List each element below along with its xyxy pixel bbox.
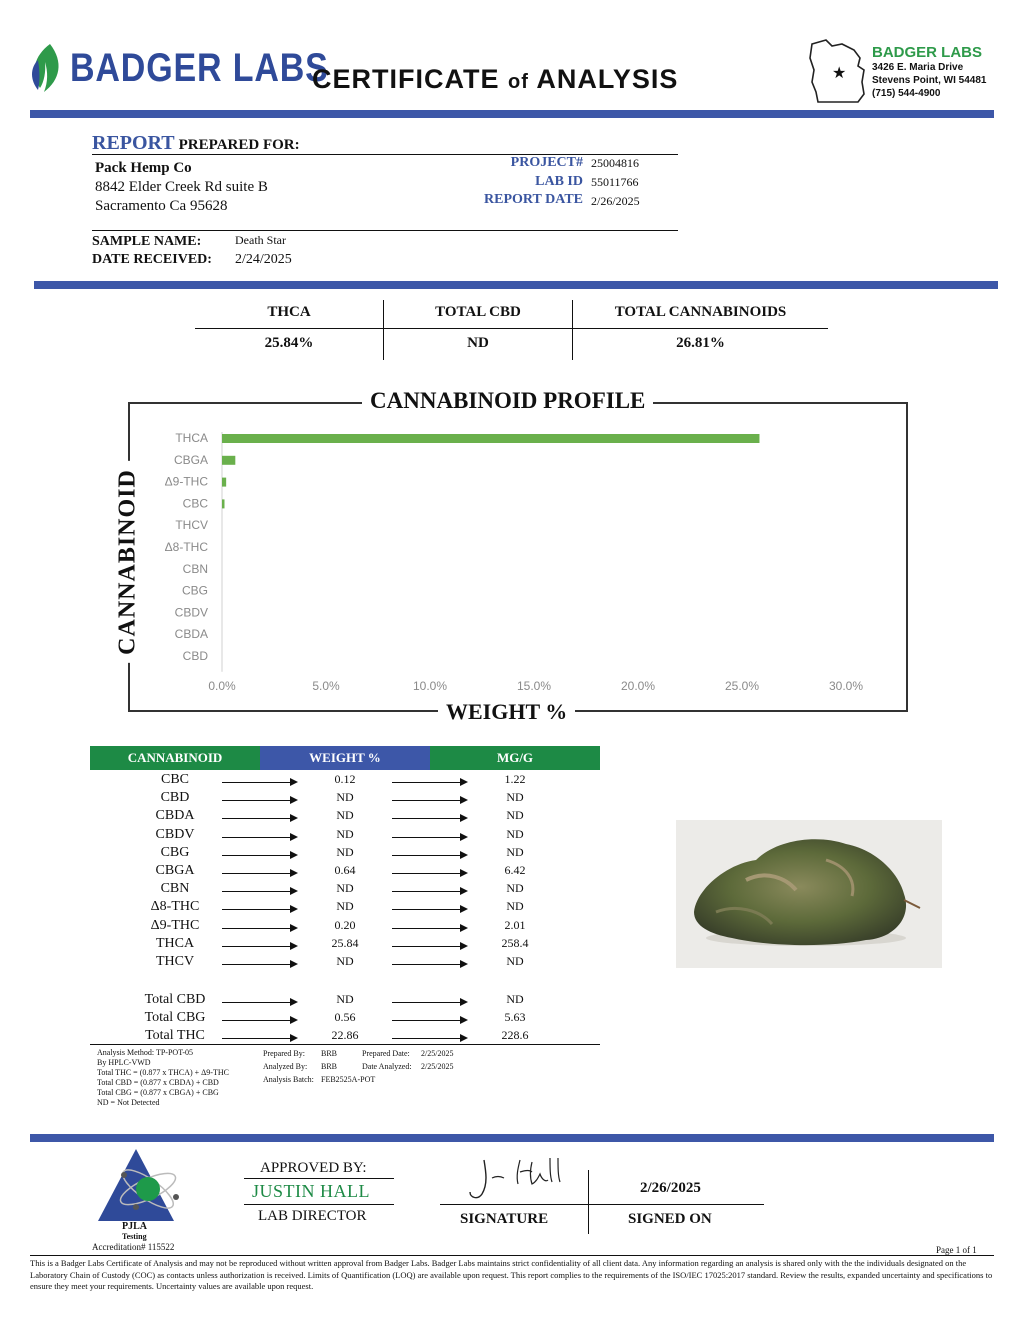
accreditation-number: Accreditation# 115522 xyxy=(92,1242,175,1252)
row-arrow-icon xyxy=(222,964,296,965)
method-notes xyxy=(97,1048,229,1108)
cannabinoid-name: THCA xyxy=(155,935,195,951)
cannabinoid-profile-chart xyxy=(128,402,908,712)
company-logo xyxy=(28,42,329,94)
batch-info xyxy=(263,1049,563,1089)
chart-ylabel: CANNABINOID xyxy=(115,461,142,663)
cannabinoid-name: Total CBG xyxy=(144,1010,206,1026)
weight-value: 0.12 xyxy=(334,772,356,786)
mg-per-g-value: ND xyxy=(506,790,524,805)
approved-by-rule xyxy=(244,1178,394,1179)
row-arrow-icon xyxy=(222,1038,296,1039)
weight-value: ND xyxy=(336,954,354,968)
summary-value-thca: 25.84% xyxy=(264,335,314,351)
chart-category-label: CBD xyxy=(182,649,208,663)
mg-per-g-value: 258.4 xyxy=(501,935,529,950)
cannabinoid-name: CBD xyxy=(160,790,190,806)
cannabinoid-name: Δ8-THC xyxy=(150,899,200,915)
signature-label: SIGNATURE xyxy=(460,1211,549,1227)
chart-category-label: CBN xyxy=(182,561,208,576)
report-date-value: 2/26/2025 xyxy=(591,194,640,208)
prepared-date-value: 2/25/2025 xyxy=(421,1049,454,1058)
chart-category-label: Δ8-THC xyxy=(164,540,208,554)
prepared-date-label: Prepared Date: xyxy=(362,1049,410,1058)
row-arrow-icon xyxy=(392,837,466,838)
chart-bar xyxy=(222,499,224,508)
client-address-line1: 8842 Elder Creek Rd suite B xyxy=(95,179,268,195)
pjla-accreditation-icon xyxy=(96,1145,192,1225)
summary-value-total-cbd: ND xyxy=(467,335,489,351)
mg-per-g-value: ND xyxy=(506,954,524,968)
pjla-label: PJLA xyxy=(122,1221,147,1232)
analyzed-by-value: BRB xyxy=(321,1062,338,1071)
prepared-by-label: Prepared By: xyxy=(263,1049,305,1058)
chart-x-tick-label: 0.0% xyxy=(208,679,236,693)
report-word: REPORT xyxy=(92,132,175,154)
mg-per-g-value: ND xyxy=(506,992,524,1006)
method-note: Total CBG = (0.877 x CBGA) + CBG xyxy=(97,1088,219,1097)
footer-divider xyxy=(30,1134,994,1142)
report-divider xyxy=(34,281,998,289)
title-of: of xyxy=(508,71,529,93)
report-date-label: REPORT DATE xyxy=(484,192,583,207)
summary-header-total-cbd: TOTAL CBD xyxy=(435,304,521,320)
mg-per-g-value: 228.6 xyxy=(501,1028,529,1043)
chart-category-label: CBG xyxy=(181,583,208,598)
project-label: PROJECT# xyxy=(510,155,583,170)
report-heading xyxy=(92,132,300,155)
chart-x-tick-label: 10.0% xyxy=(412,679,448,693)
chart-xlabel: WEIGHT % xyxy=(438,699,575,725)
cannabinoid-name: THCV xyxy=(155,954,195,969)
director-signature-image xyxy=(462,1154,572,1204)
cannabinoid-name: CBC xyxy=(160,772,189,787)
project-value: 25004816 xyxy=(591,156,639,170)
row-arrow-icon xyxy=(222,818,296,819)
chart-x-tick-label: 25.0% xyxy=(724,679,760,693)
row-arrow-icon xyxy=(392,946,466,947)
weight-value: 0.64 xyxy=(334,863,356,877)
cannabinoid-name: CBG xyxy=(160,844,190,860)
sample-rule xyxy=(92,230,678,231)
row-arrow-icon xyxy=(392,800,466,801)
mg-per-g-value: 1.22 xyxy=(504,772,526,786)
table-header-cannabinoid: CANNABINOID xyxy=(90,746,260,770)
signed-date: 2/26/2025 xyxy=(640,1180,701,1196)
analyzed-by-label: Analyzed By: xyxy=(263,1062,308,1071)
chart-category-label: CBGA xyxy=(173,452,208,467)
row-arrow-icon xyxy=(222,855,296,856)
approver-name: JUSTIN HALL xyxy=(252,1181,370,1201)
chart-bar xyxy=(222,478,226,487)
cannabinoid-name: CBDV xyxy=(155,826,195,842)
row-arrow-icon xyxy=(392,909,466,910)
signature-rule xyxy=(440,1204,764,1205)
summary-value-total-cannabinoids: 26.81% xyxy=(676,335,725,351)
labid-value: 55011766 xyxy=(591,175,639,189)
chart-x-tick-label: 15.0% xyxy=(516,679,552,693)
method-note: Total CBD = (0.877 x CBDA) + CBD xyxy=(97,1078,219,1087)
mg-per-g-value: 5.63 xyxy=(504,1010,526,1025)
leaf-logo-icon xyxy=(28,42,68,94)
prepared-by-value: BRB xyxy=(321,1049,338,1058)
batch-value: FEB2525A-POT xyxy=(321,1075,376,1084)
mg-per-g-value: ND xyxy=(506,899,524,914)
document-title xyxy=(312,64,678,95)
row-arrow-icon xyxy=(392,928,466,929)
row-arrow-icon xyxy=(222,782,296,783)
summary-header-total-cannabinoids: TOTAL CANNABINOIDS xyxy=(614,304,787,320)
batch-label: Analysis Batch: xyxy=(263,1075,314,1084)
sample-photo xyxy=(676,820,942,968)
row-arrow-icon xyxy=(392,964,466,965)
row-arrow-icon xyxy=(222,891,296,892)
date-received-value: 2/24/2025 xyxy=(235,252,292,267)
cannabinoid-name: CBDA xyxy=(155,808,195,824)
row-arrow-icon xyxy=(222,800,296,801)
hemp-flower-image xyxy=(676,820,942,968)
weight-value: 0.20 xyxy=(334,917,356,932)
approved-by-label: APPROVED BY: xyxy=(260,1160,367,1176)
client-name: Pack Hemp Co xyxy=(95,160,192,176)
mg-per-g-value: ND xyxy=(506,881,524,896)
row-arrow-icon xyxy=(392,891,466,892)
summary-header-thca: THCA xyxy=(267,304,311,320)
row-arrow-icon xyxy=(392,1038,466,1039)
mg-per-g-value: 6.42 xyxy=(504,863,526,877)
weight-value: ND xyxy=(336,808,354,823)
chart-category-label: CBDV xyxy=(174,605,208,620)
weight-value: 0.56 xyxy=(334,1010,356,1025)
weight-value: 25.84 xyxy=(331,935,359,950)
row-arrow-icon xyxy=(222,946,296,947)
date-analyzed-label: Date Analyzed: xyxy=(362,1062,412,1071)
sample-name-label: SAMPLE NAME: xyxy=(92,234,202,249)
prepared-for-label: PREPARED FOR: xyxy=(178,137,300,153)
row-arrow-icon xyxy=(222,1020,296,1021)
chart-category-label: CBDA xyxy=(174,627,208,642)
lab-address-line1: 3426 E. Maria Drive xyxy=(872,62,964,73)
method-note: By HPLC-VWD xyxy=(97,1058,151,1067)
row-arrow-icon xyxy=(222,909,296,910)
approver-role: LAB DIRECTOR xyxy=(258,1208,367,1224)
lab-address-line2: Stevens Point, WI 54481 xyxy=(872,75,987,86)
row-arrow-icon xyxy=(392,873,466,874)
row-arrow-icon xyxy=(222,1002,296,1003)
table-bottom-rule xyxy=(90,1044,600,1045)
date-received-label: DATE RECEIVED: xyxy=(92,252,212,267)
mg-per-g-value: ND xyxy=(506,844,524,859)
cannabinoid-name: CBGA xyxy=(155,863,195,878)
method-note: ND = Not Detected xyxy=(97,1098,160,1107)
labid-label: LAB ID xyxy=(535,174,583,189)
chart-category-label: THCA xyxy=(175,431,208,445)
weight-value: ND xyxy=(336,826,354,841)
mg-per-g-value: 2.01 xyxy=(504,917,526,932)
chart-category-label: CBC xyxy=(182,496,208,511)
weight-value: 22.86 xyxy=(331,1028,359,1043)
title-main: CERTIFICATE xyxy=(312,64,500,94)
chart-title: CANNABINOID PROFILE xyxy=(362,388,653,414)
mg-per-g-value: ND xyxy=(506,808,524,823)
chart-bar xyxy=(222,456,235,465)
signed-on-label: SIGNED ON xyxy=(628,1211,712,1227)
svg-text:★: ★ xyxy=(832,63,847,82)
row-arrow-icon xyxy=(392,1002,466,1003)
weight-value: ND xyxy=(336,899,354,914)
row-arrow-icon xyxy=(392,1020,466,1021)
method-note: Analysis Method: TP-POT-05 xyxy=(97,1048,194,1057)
chart-category-label: THCV xyxy=(175,518,208,533)
disclaimer-text: This is a Badger Labs Certificate of Analysis and may not be reproduced without written approval from Badger Labs. Badger Labs maintains strict confidentiality of all client data. Any information regarding an analysis is shared only with the the individuals designated on the Laboratory Chain of Custody (COC) as contacts unless authorization is received. Limits of Quantification (LOQ) are available upon request. This report complies to the requirements of the ISO/IEC 17025:2017 standard. Review the results, expanded uncertainty and specifications to ensure they meet your requirements. Uncertainty values are available upon request. xyxy=(30,1258,993,1291)
row-arrow-icon xyxy=(392,818,466,819)
approver-name-rule xyxy=(244,1204,394,1205)
cannabinoid-name: CBN xyxy=(160,881,190,897)
date-analyzed-value: 2/25/2025 xyxy=(421,1062,454,1071)
chart-x-tick-label: 5.0% xyxy=(312,679,340,693)
table-header-mgg: MG/G xyxy=(430,746,600,770)
chart-x-tick-label: 30.0% xyxy=(828,679,864,693)
cannabinoid-name: Total CBD xyxy=(144,992,206,1007)
report-heading-rule xyxy=(92,154,678,155)
lab-name: BADGER LABS xyxy=(872,44,983,61)
header-divider xyxy=(30,110,994,118)
weight-value: ND xyxy=(336,844,354,859)
chart-category-label: Δ9-THC xyxy=(164,474,208,489)
page-number: Page 1 of 1 xyxy=(936,1245,977,1255)
summary-rule xyxy=(195,328,828,329)
weight-value: ND xyxy=(336,992,354,1006)
weight-value: ND xyxy=(336,881,354,896)
disclaimer-rule xyxy=(30,1255,994,1256)
lab-phone: (715) 544-4900 xyxy=(872,88,941,99)
mg-per-g-value: ND xyxy=(506,826,524,841)
row-arrow-icon xyxy=(222,873,296,874)
cannabinoid-name: Δ9-THC xyxy=(150,917,200,933)
table-header-weight: WEIGHT % xyxy=(260,746,430,770)
method-note: Total THC = (0.877 x THCA) + Δ9-THC xyxy=(97,1068,229,1077)
lab-contact xyxy=(872,44,987,100)
signature-separator xyxy=(588,1170,589,1234)
sample-name-value: Death Star xyxy=(235,233,286,247)
logo-text: BADGER LABS xyxy=(70,46,329,90)
wisconsin-map-icon xyxy=(808,36,870,106)
cannabinoid-name: Total THC xyxy=(145,1028,205,1044)
title-end: ANALYSIS xyxy=(536,64,679,94)
row-arrow-icon xyxy=(222,837,296,838)
client-address-line2: Sacramento Ca 95628 xyxy=(95,198,228,214)
summary-table xyxy=(195,300,828,360)
row-arrow-icon xyxy=(392,782,466,783)
row-arrow-icon xyxy=(392,855,466,856)
chart-x-tick-label: 20.0% xyxy=(620,679,656,693)
pjla-testing-label: Testing xyxy=(122,1232,147,1241)
weight-value: ND xyxy=(336,790,354,805)
row-arrow-icon xyxy=(222,928,296,929)
chart-bar xyxy=(222,434,759,443)
